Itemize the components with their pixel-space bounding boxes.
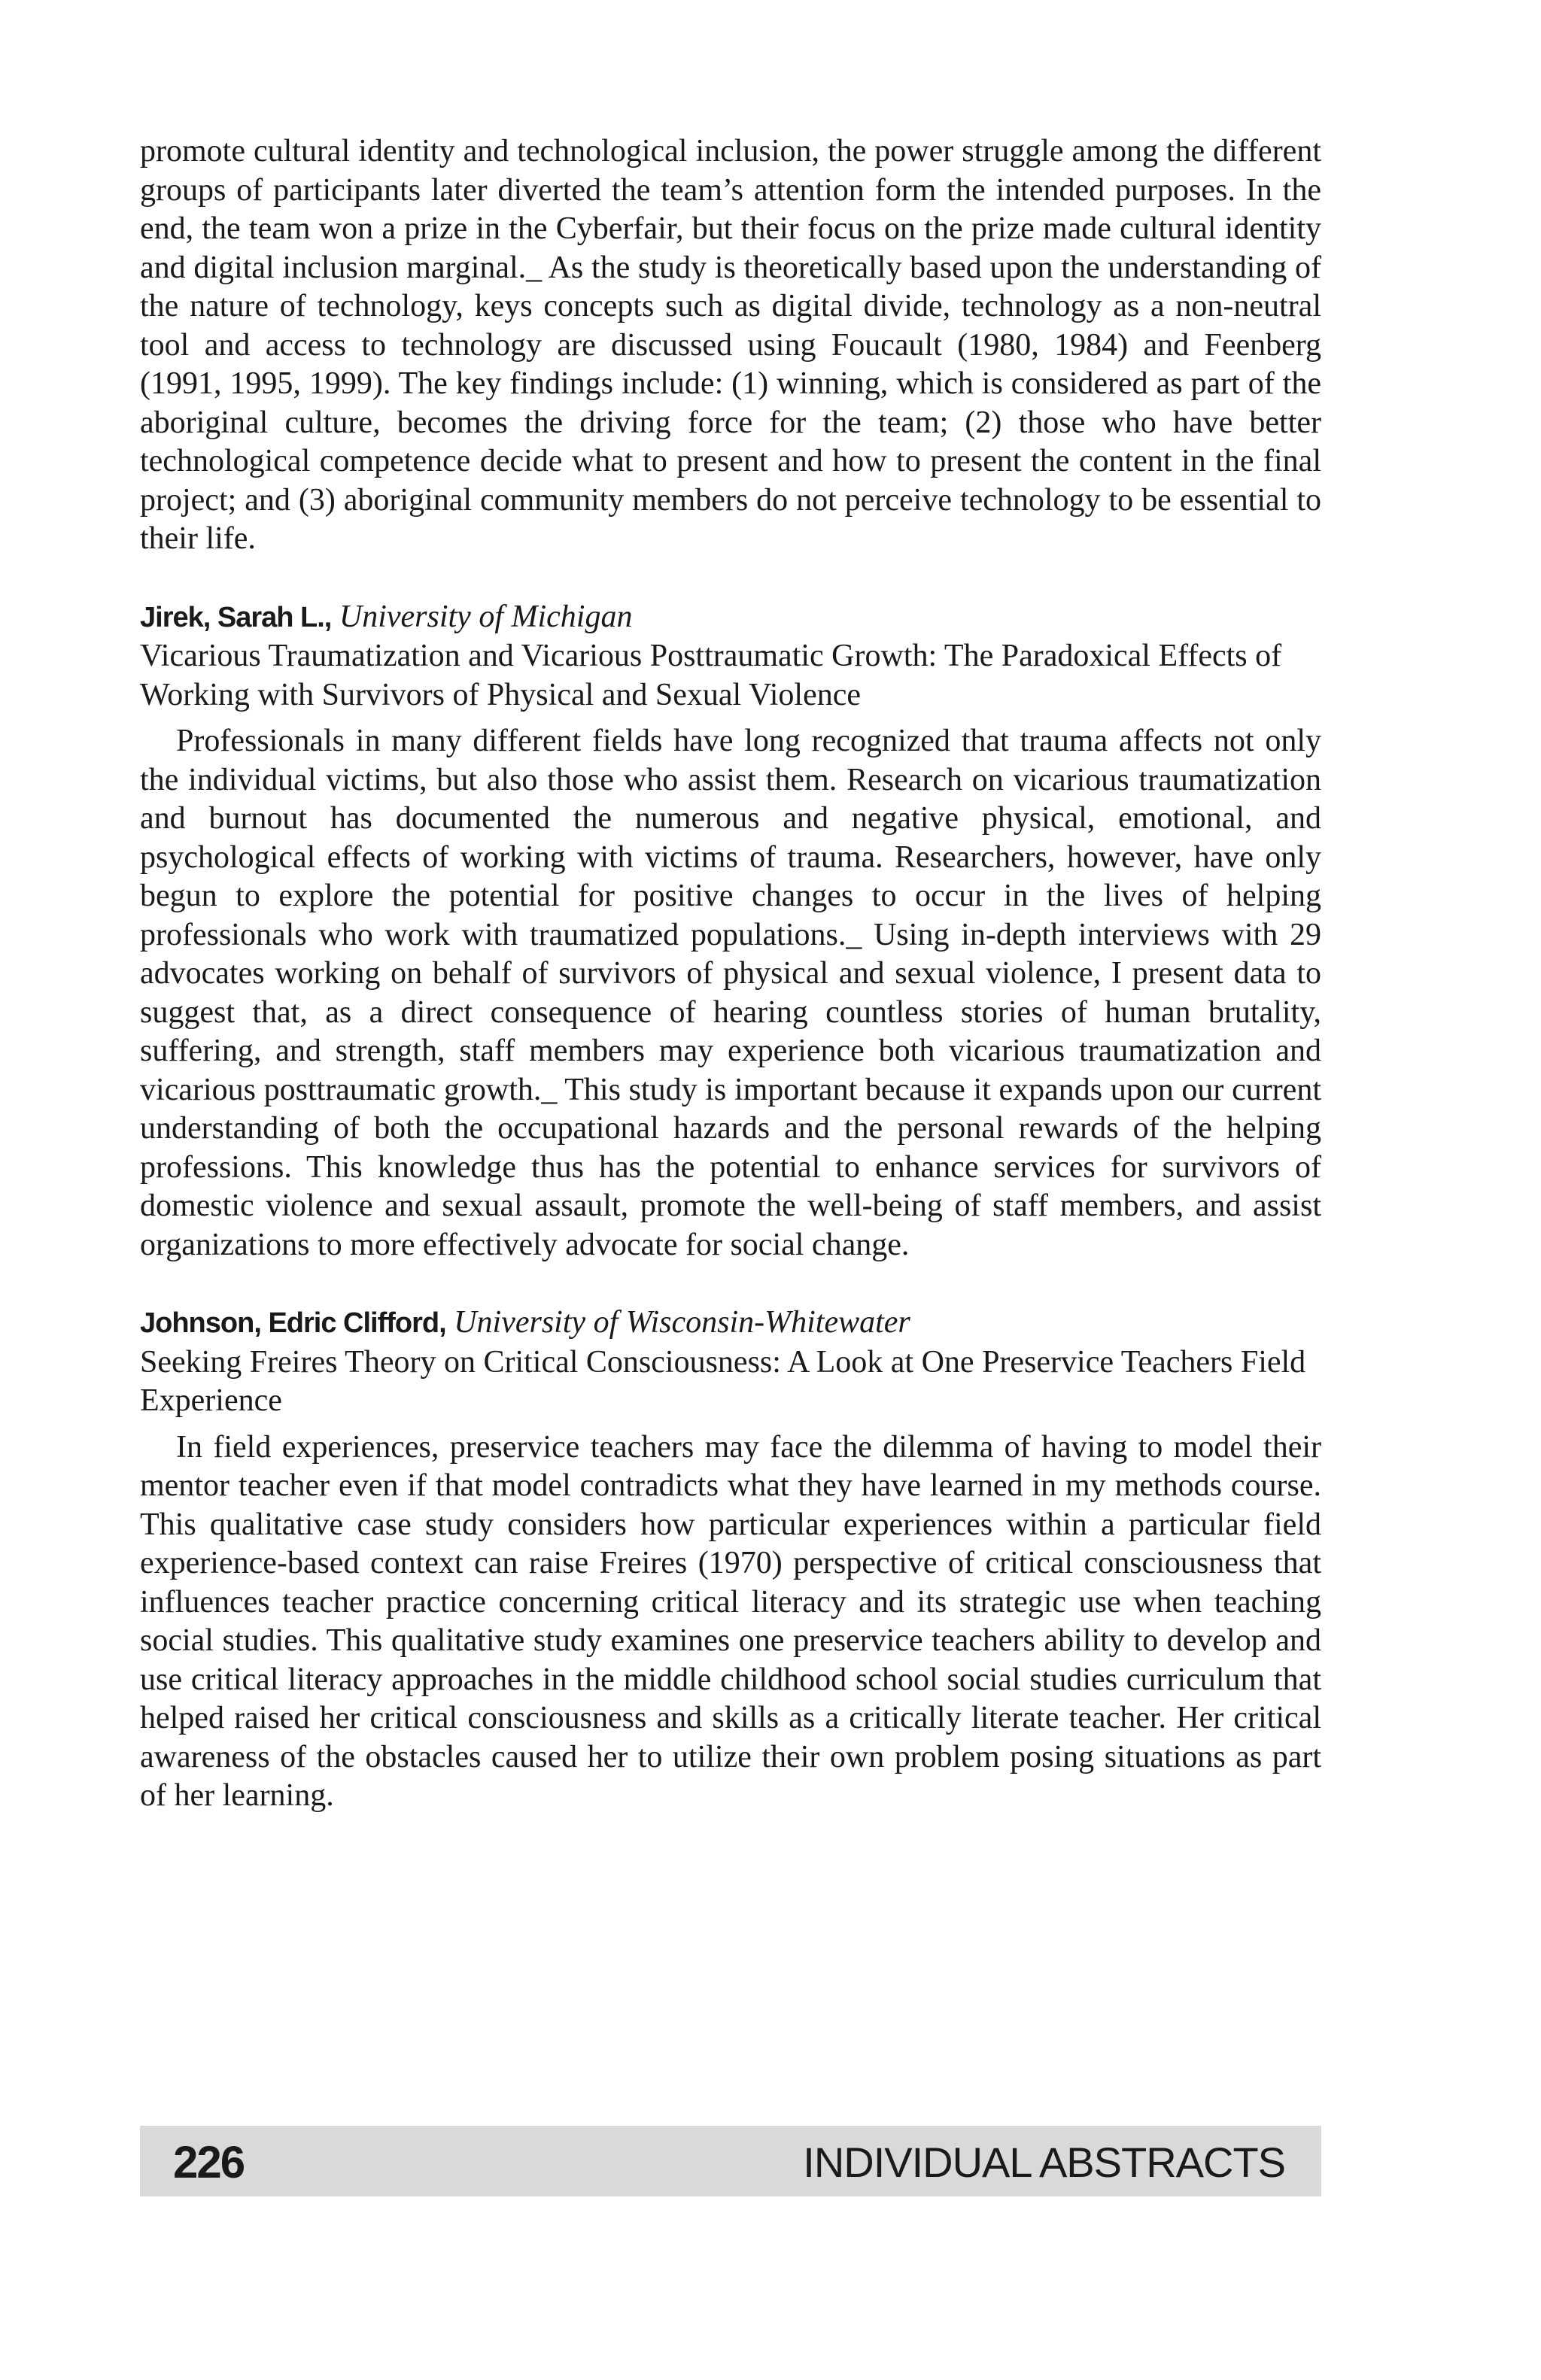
- abstract-entry-jirek: [140, 598, 1321, 1265]
- abstract-title: Vicarious Traumatization and Vicarious Posttraumatic Growth: The Paradoxical Effects of Working with Survivors of Physical and Sexual Violence: [140, 639, 1282, 712]
- running-head: INDIVIDUAL ABSTRACTS: [803, 2139, 1285, 2186]
- author-line: [140, 598, 1321, 638]
- author-name: Jirek, Sarah L.,: [140, 601, 332, 633]
- author-line: [140, 1304, 1321, 1343]
- author-affiliation: University of Michigan: [339, 599, 633, 634]
- abstract-body: Professionals in many different fields have long recognized that trauma affects not only the individual victims, but also those who assist them. Research on vicarious traumatization and burnout has documented the numerous and negative physical, emotional, and psychological effects of working with victims of trauma. Researchers, however, have only begun to explore the potential for positive changes to occur in the lives of helping professionals who work with traumatized populations._ Using in-depth interviews with 29 advocates working on behalf of survivors of physical and sexual violence, I present data to suggest that, as a direct consequence of hearing countless stories of human brutality, suffering, and strength, staff members may experience both vicarious traumatization and vicarious posttraumatic growth._ This study is important because it expands upon our current understanding of both the occupational hazards and the personal rewards of the helping professions. This knowledge thus has the potential to enhance services for survivors of domestic violence and sexual assault, promote the well-being of staff members, and assist organizations to more effectively advocate for social change.: [140, 724, 1321, 1262]
- abstract-body: In field experiences, preservice teachers may face the dilemma of having to model their mentor teacher even if that model contradicts what they have learned in my methods course. This qualitative case study considers how particular experiences within a particular field experience-based context can raise Freires (1970) perspective of critical consciousness that influences teacher practice concerning critical literacy and its strategic use when teaching social studies. This qualitative study examines one preservice teachers ability to develop and use critical literacy approaches in the middle childhood school social studies curriculum that helped raised her critical consciousness and skills as a critically literate teacher. Her critical awareness of the obstacles caused her to utilize their own problem posing situations as part of her learning.: [140, 1429, 1321, 1813]
- author-affiliation: University of Wisconsin-Whitewater: [454, 1305, 910, 1340]
- page-footer: [140, 2126, 1321, 2196]
- page-number: 226: [173, 2137, 245, 2187]
- abstract-title: Seeking Freires Theory on Critical Consciousness: A Look at One Preservice Teachers Field Experience: [140, 1344, 1306, 1418]
- continued-abstract-paragraph: promote cultural identity and technological inclusion, the power struggle among the different groups of participants later diverted the team’s attention form the intended purposes. In the end, the team won a prize in the Cyberfair, but their focus on the prize made cultural identity and digital inclusion marginal._ As the study is theoretically based upon the understanding of the nature of technology, keys concepts such as digital divide, technology as a non-neutral tool and access to technology are discussed using Foucault (1980, 1984) and Feenberg (1991, 1995, 1999). The key findings include: (1) winning, which is considered as part of the aboriginal culture, becomes the driving force for the team; (2) those who have better technological competence decide what to present and how to present the content in the final project; and (3) aboriginal community members do not perceive technology to be essential to their life.: [140, 134, 1321, 556]
- author-name: Johnson, Edric Clifford,: [140, 1307, 446, 1339]
- page-body: [140, 132, 1321, 1816]
- abstract-entry-johnson: [140, 1304, 1321, 1816]
